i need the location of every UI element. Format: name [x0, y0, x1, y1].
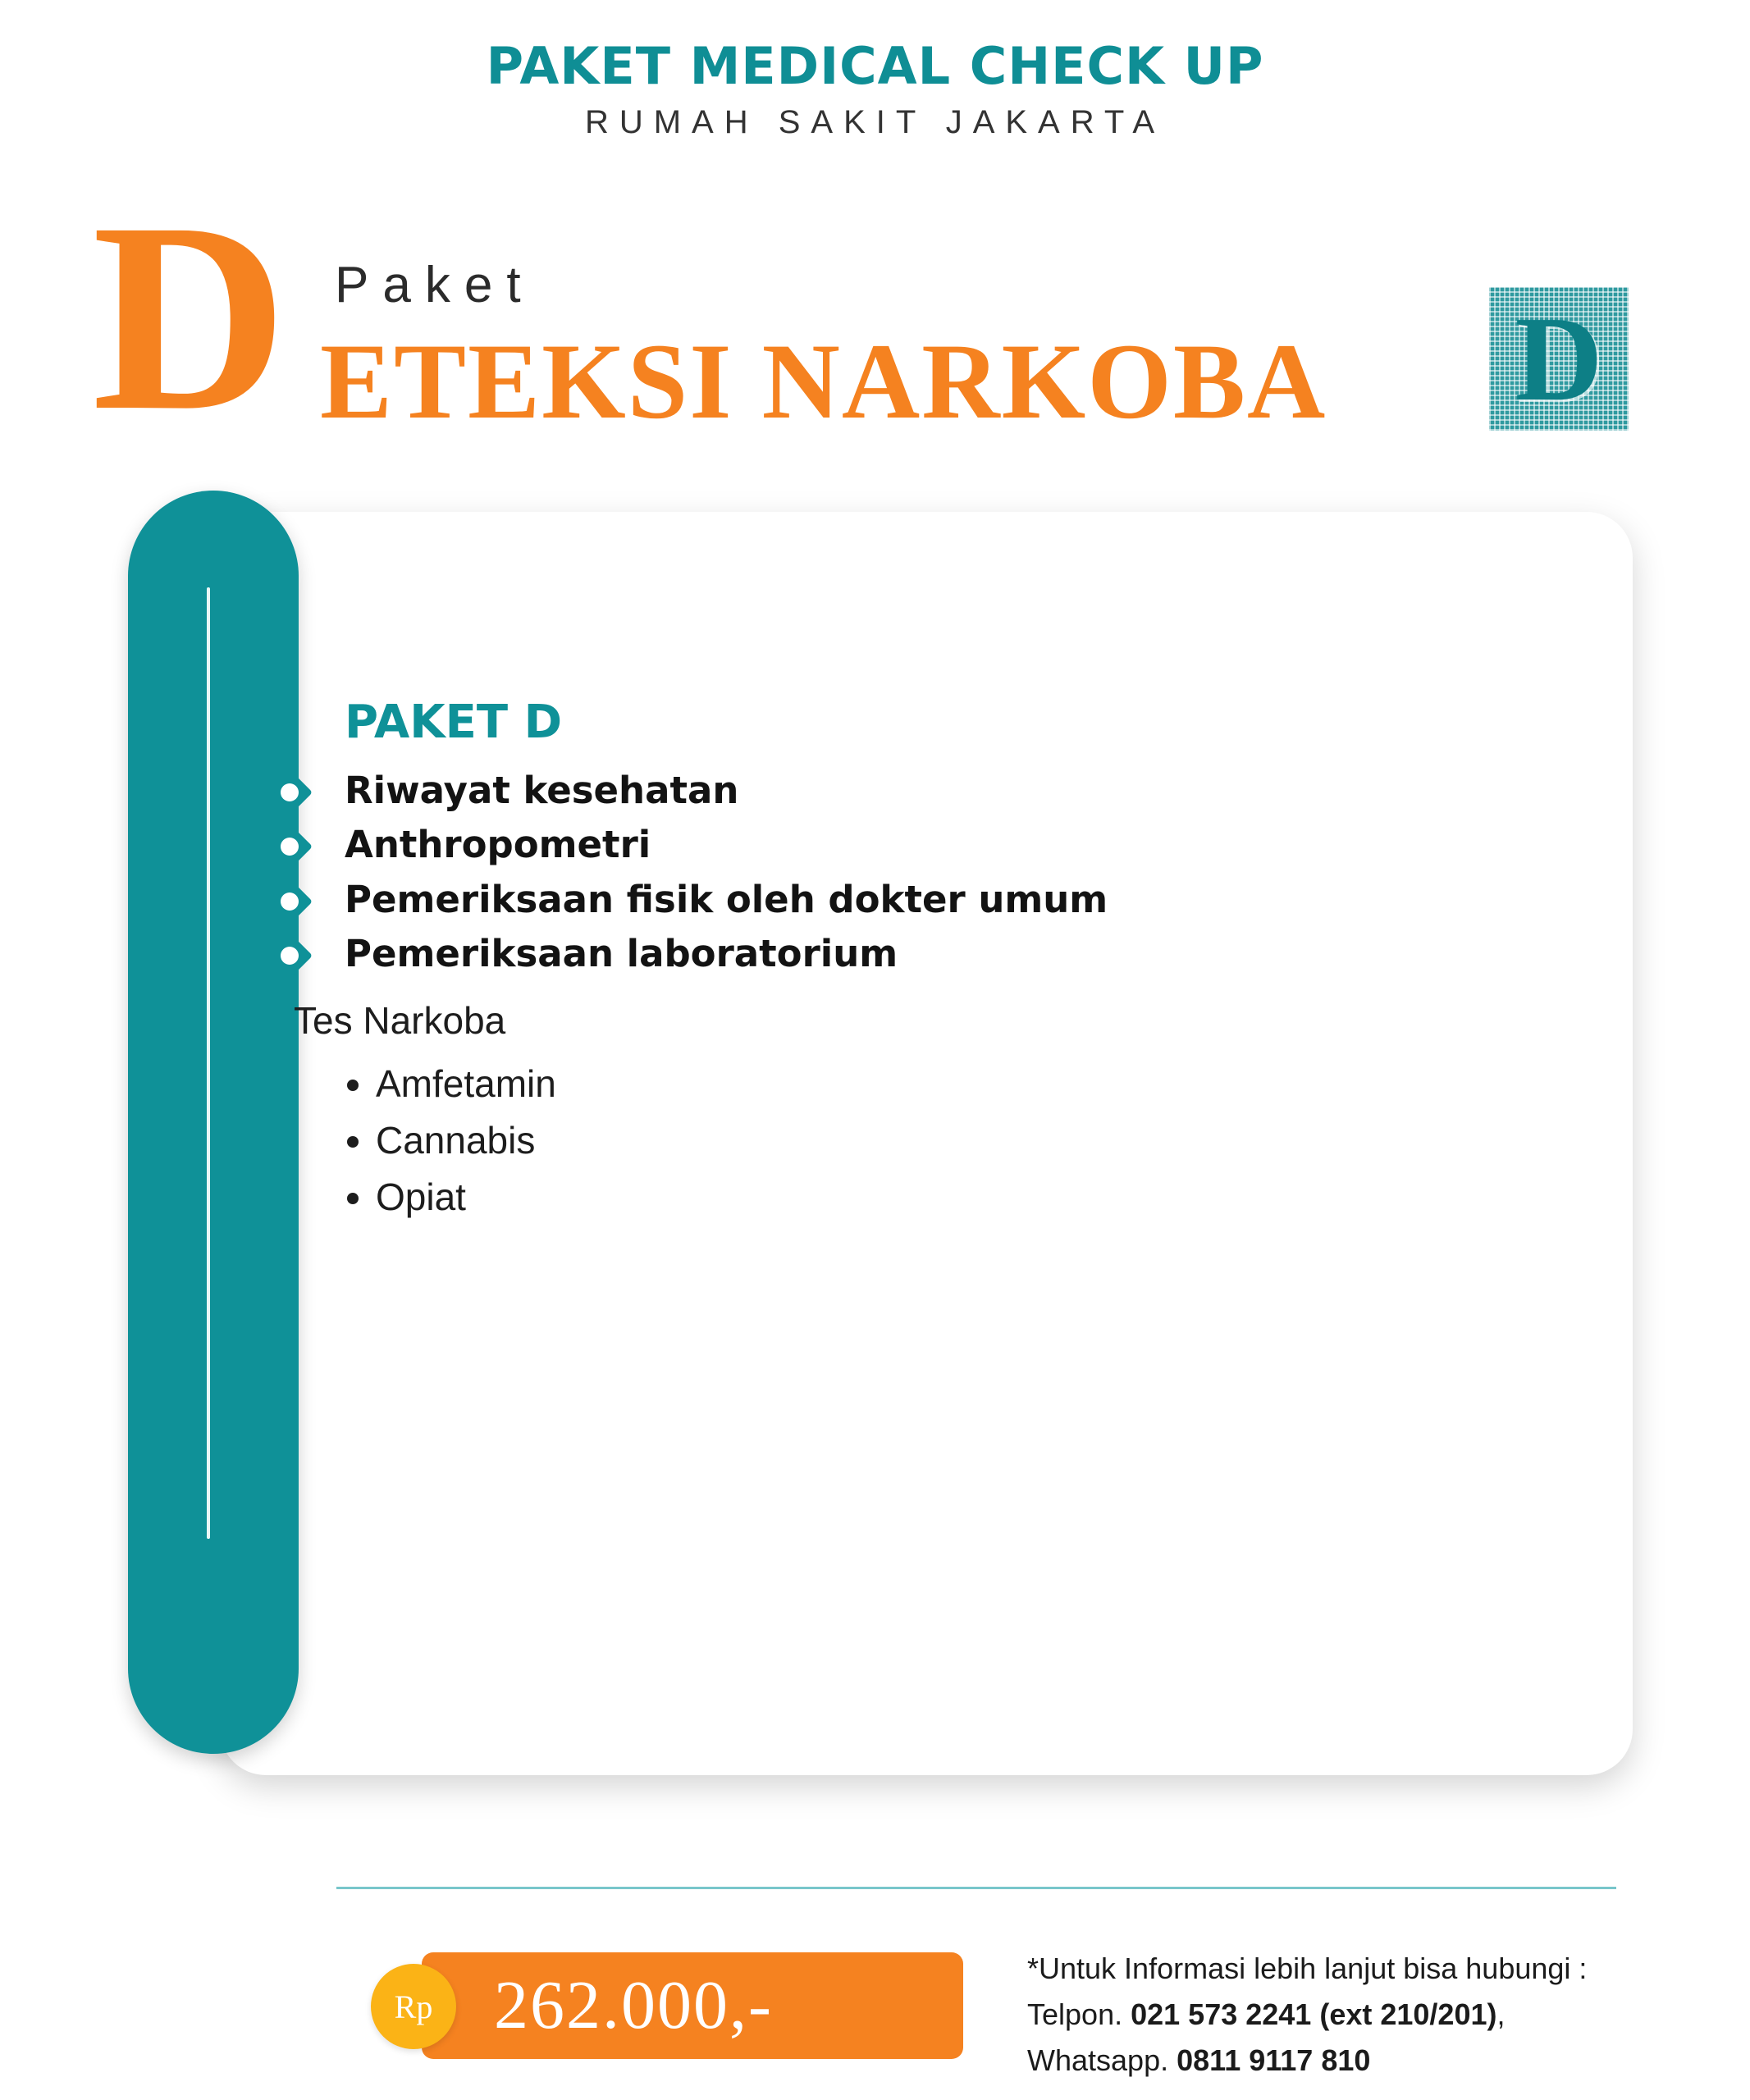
contact-whatsapp-value: 0811 9117 810: [1177, 2043, 1371, 2077]
currency-badge: [371, 1964, 456, 2049]
feature-label: Riwayat kesehatan: [345, 769, 739, 813]
feature-label: Pemeriksaan laboratorium: [345, 932, 898, 976]
package-card: [0, 491, 1750, 1803]
footer-divider: [336, 1887, 1616, 1889]
card-content: [279, 696, 1493, 1226]
contact-phone-line: [1027, 1992, 1667, 2038]
badge-letter: D: [1515, 291, 1603, 427]
lab-test-group-title: Tes Narkoba: [294, 998, 506, 1042]
lab-test-list: [279, 1056, 1493, 1226]
page-title: PAKET MEDICAL CHECK UP: [486, 36, 1264, 96]
contact-intro: *Untuk Informasi lebih lanjut bisa hubungi :: [1027, 1952, 1588, 1985]
package-label: PAKET D: [345, 696, 563, 750]
page-header: [0, 0, 1750, 141]
arrow-bullet-icon: [279, 938, 322, 973]
price-value: 262.000,-: [494, 1967, 773, 2043]
title-main: ETEKSI NARKOBA: [320, 321, 1327, 442]
feature-label: Anthropometri: [345, 823, 651, 867]
currency-symbol: Rp: [394, 1988, 433, 2025]
package-letter-badge: [1489, 287, 1629, 431]
list-item: [279, 824, 1493, 865]
contact-phone-suffix: ,: [1496, 1997, 1506, 2031]
list-item: [279, 770, 1493, 811]
package-title-block: [0, 167, 1750, 468]
list-item: • Cannabis: [376, 1112, 1493, 1169]
drop-cap-letter: D: [92, 167, 288, 468]
contact-whatsapp-line: [1027, 2038, 1667, 2084]
arrow-bullet-icon: [279, 775, 322, 810]
arrow-bullet-icon: [279, 829, 322, 864]
price-block: [371, 1952, 978, 2059]
contact-phone-value: 021 573 2241 (ext 210/201): [1131, 1997, 1497, 2031]
page-subtitle: RUMAH SAKIT JAKARTA: [584, 104, 1166, 141]
list-item: [279, 879, 1493, 920]
list-item: • Amfetamin: [376, 1056, 1493, 1112]
feature-label: Pemeriksaan fisik oleh dokter umum: [345, 877, 1108, 921]
list-item: [279, 934, 1493, 975]
list-item: • Opiat: [376, 1169, 1493, 1226]
contact-info: [1027, 1946, 1667, 2083]
arrow-bullet-icon: [279, 884, 322, 919]
card-accent-bar: [128, 491, 299, 1754]
contact-phone-label: Telpon.: [1027, 1997, 1123, 2031]
contact-whatsapp-label: Whatsapp.: [1027, 2043, 1169, 2077]
title-eyebrow: Paket: [335, 257, 535, 314]
card-accent-bar-line: [207, 587, 210, 1539]
feature-list: [279, 770, 1493, 975]
